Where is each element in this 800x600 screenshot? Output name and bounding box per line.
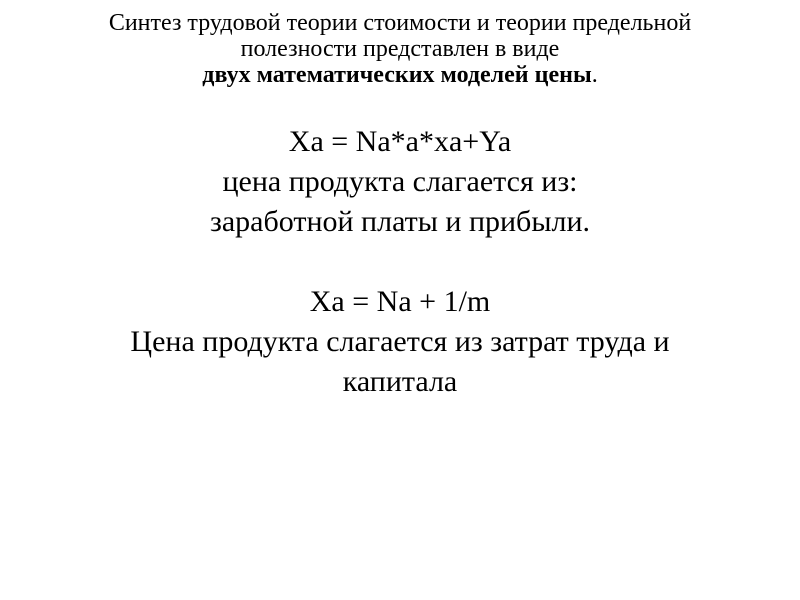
formula-1-caption-line-2: заработной платы и прибыли. [209, 205, 590, 238]
formula-2-caption-line-2: капитала [342, 365, 458, 398]
title-bold-phrase: двух математических моделей цены [202, 62, 592, 88]
title-line-2: полезности представлен в виде [240, 36, 560, 62]
formula-2-caption-line-1: Цена продукта слагается из затрат труда и [130, 325, 670, 358]
formula-2: Xa = Na + 1/m [309, 285, 491, 318]
title-line-3 [40, 62, 760, 88]
formula-1-caption-line-1: цена продукта слагается из: [222, 165, 578, 198]
slide-body [40, 122, 760, 402]
spacer [40, 242, 760, 282]
slide-title [40, 10, 760, 88]
formula-1: Xa = Na*a*xa+Ya [288, 125, 512, 158]
title-line-1: Синтез трудовой теории стоимости и теории предельной [108, 10, 692, 36]
title-period: . [591, 62, 598, 88]
